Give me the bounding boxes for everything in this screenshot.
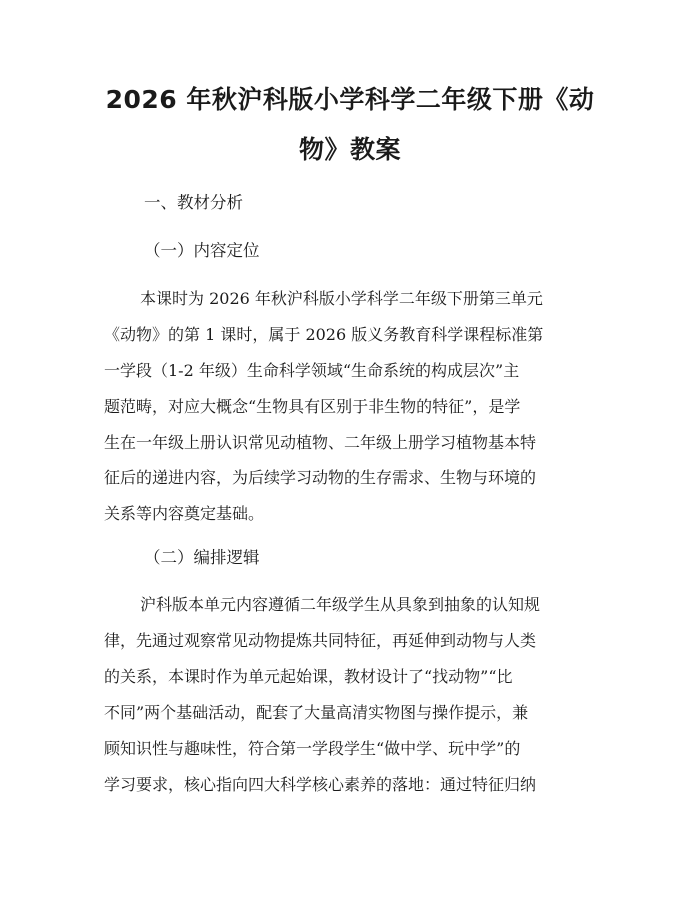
paragraph-2-line-2: 律，先通过观察常见动物提炼共同特征，再延伸到动物与人类 (104, 631, 537, 650)
paragraph-2-line-6: 学习要求，核心指向四大科学核心素养的落地：通过特征归纳 (104, 775, 537, 794)
section-heading-textbook-analysis: 一、教材分析 (144, 193, 243, 212)
paragraph-1-line-4: 题范畴，对应大概念“生物具有区别于非生物的特征”，是学 (104, 397, 521, 416)
paragraph-2-line-5: 顾知识性与趣味性，符合第一学段学生“做中学、玩中学”的 (104, 739, 521, 758)
paragraph-2-line-4: 不同”两个基础活动，配套了大量高清实物图与操作提示，兼 (104, 703, 529, 722)
subsection-heading-arrangement-logic: （二）编排逻辑 (144, 548, 260, 567)
subsection-heading-content-positioning: （一）内容定位 (144, 241, 260, 260)
paragraph-2-line-1: 沪科版本单元内容遵循二年级学生从具象到抽象的认知规 (140, 595, 541, 614)
paragraph-1-line-7: 关系等内容奠定基础。 (104, 504, 265, 523)
document-title-line-1: 2026 年秋沪科版小学科学二年级下册《动 (105, 85, 595, 114)
paragraph-1-line-3: 一学段（1-2 年级）生命科学领域“生命系统的构成层次”主 (104, 361, 520, 380)
paragraph-1-line-1: 本课时为 2026 年秋沪科版小学科学二年级下册第三单元 (140, 289, 543, 308)
document-title-line-2: 物》教案 (298, 135, 401, 164)
paragraph-2-line-3: 的关系，本课时作为单元起始课，教材设计了“找动物”“比 (104, 667, 513, 686)
paragraph-1-line-6: 征后的递进内容，为后续学习动物的生存需求、生物与环境的 (104, 468, 537, 487)
paragraph-1-line-5: 生在一年级上册认识常见动植物、二年级上册学习植物基本特 (104, 433, 537, 452)
paragraph-1-line-2: 《动物》的第 1 课时，属于 2026 版义务教育科学课程标准第 (104, 325, 544, 344)
